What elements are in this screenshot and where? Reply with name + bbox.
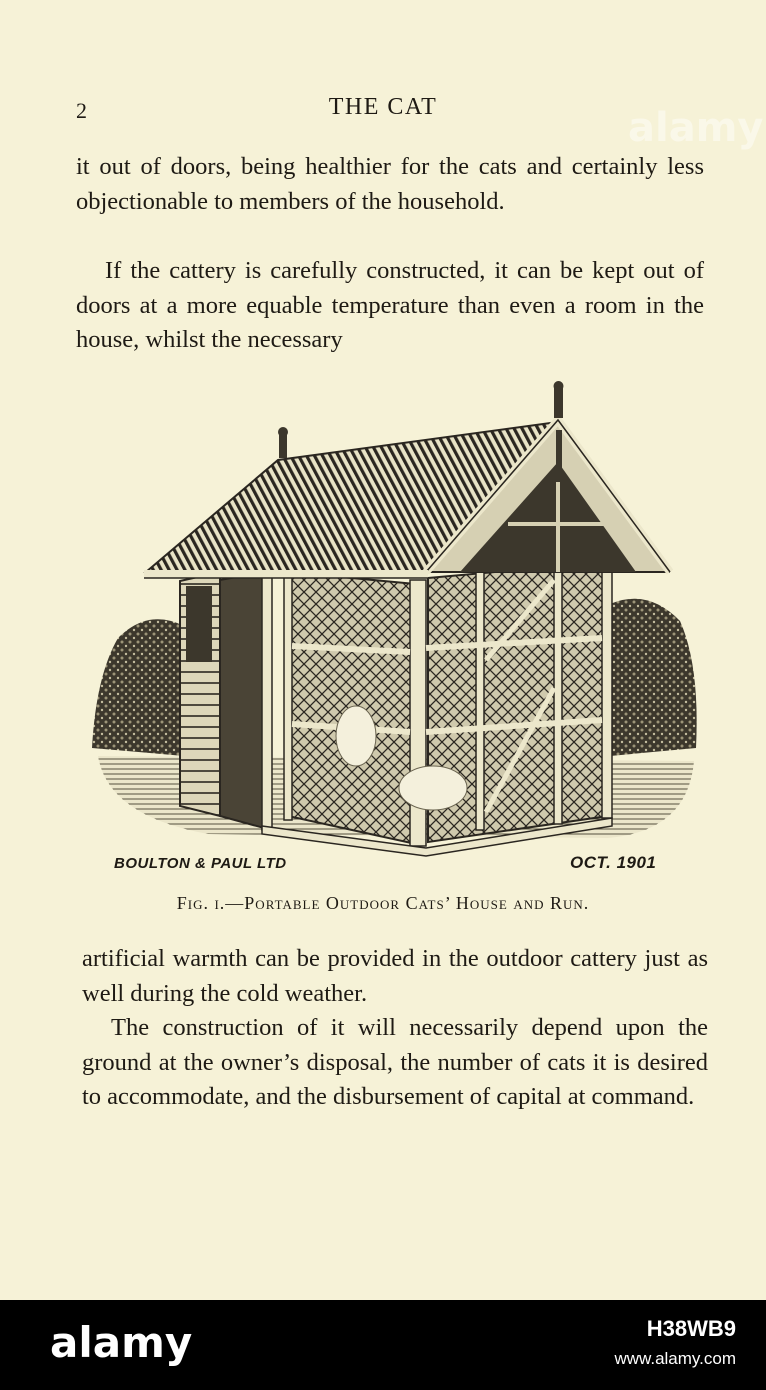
running-head: THE CAT (328, 94, 438, 120)
body-paragraph-2: If the cattery is carefully constructed, it can be kept out of doors at a more equable temperature than even a room in the house, whilst the necessary (76, 257, 704, 353)
image-id: H38WB9 (646, 1316, 736, 1341)
watermark-url: www.alamy.com (614, 1349, 736, 1368)
cat-house-illustration (88, 376, 708, 876)
figure-credit-maker: BOULTON & PAUL LTD (114, 855, 287, 872)
body-paragraph-4: The construction of it will necessarily depend upon the ground at the owner’s disposal, the number of cats it is desired to accommodate, and the disbursement of capital at command. (82, 1014, 708, 1110)
page-number: 2 (76, 98, 87, 123)
body-paragraph-1: it out of doors, being healthier for the cats and certainly less objectionable to members of the household. (76, 153, 704, 215)
alamy-watermark-faint: alamy (628, 105, 764, 151)
figure-credit-date: OCT. 1901 (570, 853, 657, 872)
body-paragraph-3: artificial warmth can be provided in the outdoor cattery just as well during the cold weather. (82, 945, 708, 1007)
alamy-logo: alamy (50, 1318, 193, 1367)
figure-caption: Fig. i.—Portable Outdoor Cats’ House and Run. (176, 893, 590, 913)
